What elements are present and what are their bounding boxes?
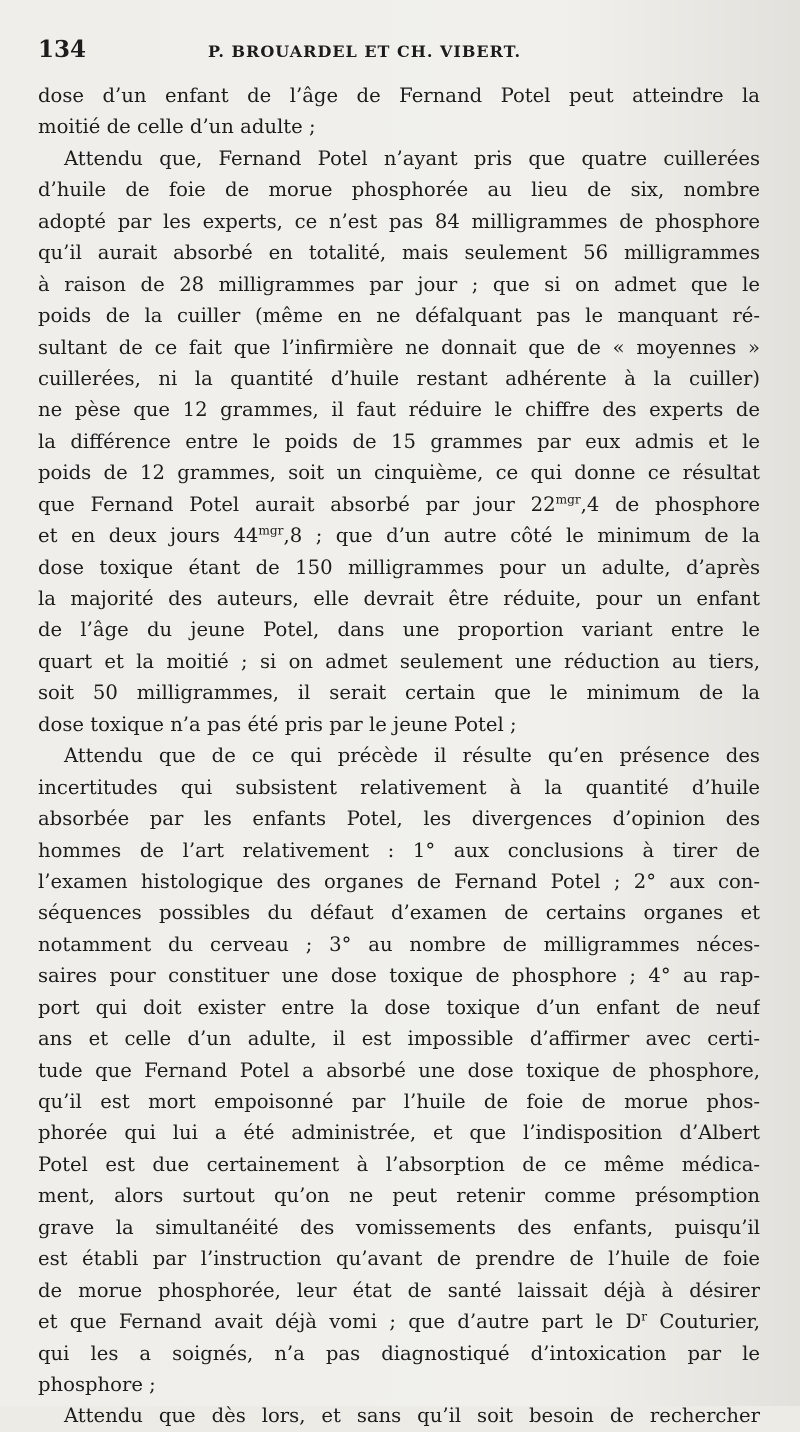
text-line: dose toxique étant de 150 milligrammes pour un adulte, d’après (38, 555, 760, 579)
text-line: et que Fernand avait déjà vomi ; que d’autre part le $D^r$ Couturier, (38, 1309, 760, 1334)
text-line: soit 50 milligrammes, il serait certain que le minimum de la (38, 681, 760, 705)
text-line: ans et celle d’un adulte, il est impossible d’affirmer avec certi- (38, 1027, 760, 1051)
text-line: l’examen histologique des organes de Fernand Potel ; 2° aux con- (38, 869, 760, 893)
text-line: notamment du cerveau ; 3° au nombre de milligrammes néces- (38, 932, 760, 956)
text-line: dose d’un enfant de l’âge de Fernand Potel peut atteindre la (38, 84, 760, 107)
text-line: de l’âge du jeune Potel, dans une proportion variant entre le (38, 618, 760, 642)
text-line: tude que Fernand Potel a absorbé une dose toxique de phosphore, (38, 1058, 760, 1082)
text-line: hommes de l’art relativement : 1° aux conclusions à tirer de (38, 838, 760, 862)
text-line: que Fernand Potel aurait absorbé par jour $22^{mgr},4$ de phosphore (38, 492, 760, 516)
text-line: la différence entre le poids de 15 grammes par eux admis et le (38, 429, 760, 453)
text-line: ne pèse que 12 grammes, il faut réduire le chiffre des experts de (38, 398, 760, 422)
text-line: sultant de ce fait que l’infirmière ne donnait que de « moyennes » (38, 335, 760, 359)
text-line: phorée qui lui a été administrée, et que l’indisposition d’Albert (38, 1121, 760, 1145)
text-line: poids de la cuiller (même en ne défalquant pas le manquant ré- (38, 304, 760, 328)
text-line: Potel est due certainement à l’absorption de ce même médica- (38, 1152, 760, 1176)
text-line: phosphore ; (38, 1372, 156, 1396)
text-line: absorbée par les enfants Potel, les divergences d’opinion des (38, 807, 760, 831)
text-line: qu’il est mort empoisonné par l’huile de foie de morue phos- (38, 1090, 760, 1113)
text-line: ment, alors surtout qu’on ne peut retenir comme présomption (38, 1184, 760, 1208)
text-line: qui les a soignés, n’a pas diagnostiqué d’intoxication par le (38, 1341, 760, 1365)
body-text (38, 80, 760, 1432)
running-title: P. BROUARDEL ET CH. VIBERT. (208, 42, 522, 61)
text-line: est établi par l’instruction qu’avant de prendre de l’huile de foie (38, 1247, 760, 1271)
text-line: qu’il aurait absorbé en totalité, mais seulement 56 milligrammes (38, 241, 760, 265)
text-line: Attendu que de ce qui précède il résulte qu’en présence des (64, 744, 760, 768)
text-line: cuillerées, ni la quantité d’huile restant adhérente à la cuiller) (38, 366, 760, 390)
text-line: adopté par les experts, ce n’est pas 84 milligrammes de phosphore (38, 209, 760, 233)
text-line: port qui doit exister entre la dose toxique d’un enfant de neuf (38, 995, 760, 1019)
text-line: séquences possibles du défaut d’examen de certains organes et (38, 901, 760, 925)
text-line: poids de 12 grammes, soit un cinquième, ce qui donne ce résultat (38, 461, 760, 485)
running-head (38, 36, 760, 76)
text-line: Attendu que, Fernand Potel n’ayant pris que quatre cuillerées (64, 146, 760, 170)
text-line: saires pour constituer une dose toxique de phosphore ; 4° au rap- (38, 964, 760, 988)
text-line: de morue phosphorée, leur état de santé laissait déjà à désirer (38, 1278, 760, 1302)
text-line: grave la simultanéité des vomissements des enfants, puisqu’il (38, 1215, 760, 1239)
text-line: la majorité des auteurs, elle devrait être réduite, pour un enfant (38, 587, 760, 610)
text-line: quart et la moitié ; si on admet seulement une réduction au tiers, (38, 649, 760, 673)
text-line: à raison de 28 milligrammes par jour ; que si on admet que le (38, 272, 760, 296)
text-line: Attendu que dès lors, et sans qu’il soit besoin de rechercher (64, 1404, 760, 1428)
text-line: et en deux jours $44^{mgr},8$ ; que d’un autre côté le minimum de la (38, 523, 760, 548)
text-line: dose toxique n’a pas été pris par le jeune Potel ; (38, 712, 517, 736)
page-number: 134 (38, 36, 87, 63)
text-line: d’huile de foie de morue phosphorée au lieu de six, nombre (38, 178, 760, 202)
text-line: incertitudes qui subsistent relativement à la quantité d’huile (38, 775, 760, 799)
text-line: moitié de celle d’un adulte ; (38, 115, 316, 139)
